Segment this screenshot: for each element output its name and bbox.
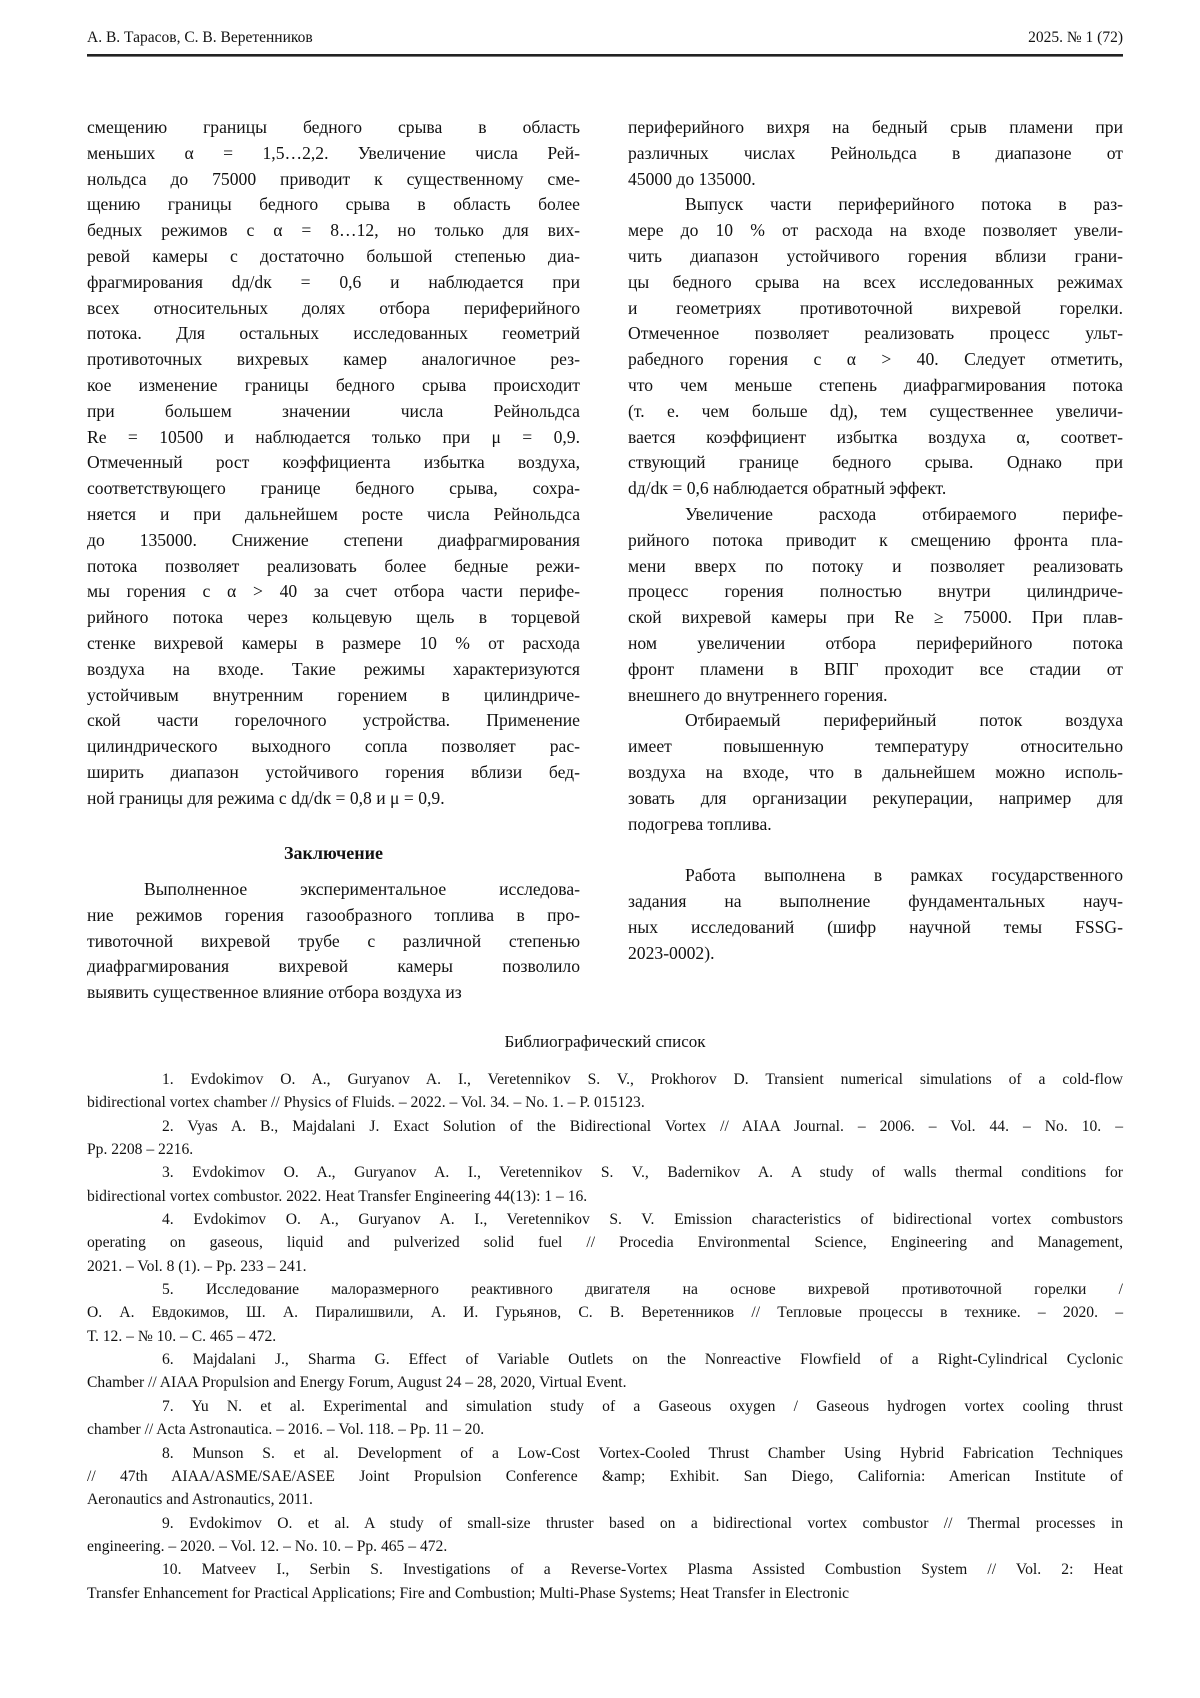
text-line: противоточных вихревых камер аналогичное рез- [87,347,580,373]
text-line: няется и при дальнейшем росте числа Рейнольдса [87,502,580,528]
reference-line: Т. 12. – № 10. – С. 465 – 472. [87,1325,1123,1348]
text-line: цилиндрического выходного сопла позволяет рас- [87,734,580,760]
reference-line: 3. Evdokimov O. A., Guryanov A. I., Veretennikov S. V., Badernikov A. A study of walls thermal conditions for [87,1161,1123,1184]
text-line: различных числах Рейнольдса в диапазоне от [628,141,1123,167]
text-line: мере до 10 % от расхода на входе позволяет увели- [628,218,1123,244]
reference-line: 9. Evdokimov O. et al. A study of small-size thruster based on a bidirectional vortex combustor // Thermal processes in [87,1512,1123,1535]
text-line: ных исследований (шифр научной темы FSSG- [628,915,1123,941]
text-line: имеет повышенную температуру относительно [628,734,1123,760]
text-line: Выполненное экспериментальное исследова- [87,877,580,903]
reference-line: 10. Matveev I., Serbin S. Investigations of a Reverse-Vortex Plasma Assisted Combustion System // Vol. 2: Heat [87,1558,1123,1581]
text-line: 2023-0002). [628,941,1123,967]
reference-line: 2021. – Vol. 8 (1). – Pp. 233 – 241. [87,1255,1123,1278]
reference-line: operating on gaseous, liquid and pulverized solid fuel // Procedia Environmental Science, Engineering and Management, [87,1231,1123,1254]
right-column [628,115,1123,966]
text-line: Отмеченный рост коэффициента избытка воздуха, [87,450,580,476]
text-line: ской части горелочного устройства. Применение [87,708,580,734]
reference-line: Pp. 2208 – 2216. [87,1138,1123,1161]
text-line: рабедного горения с α > 40. Следует отметить, [628,347,1123,373]
text-line: внешнего до внутреннего горения. [628,683,1123,709]
text-line: диафрагмирования вихревой камеры позволило [87,954,580,980]
text-line: ном увеличении отбора периферийного потока [628,631,1123,657]
text-line: задания на выполнение фундаментальных науч- [628,889,1123,915]
reference-line: engineering. – 2020. – Vol. 12. – No. 10. – Pp. 465 – 472. [87,1535,1123,1558]
reference-line: 7. Yu N. et al. Experimental and simulation study of a Gaseous oxygen / Gaseous hydrogen vortex cooling thrust [87,1395,1123,1418]
text-line: меньших α = 1,5…2,2. Увеличение числа Рей- [87,141,580,167]
text-line: периферийного вихря на бедный срыв пламени при [628,115,1123,141]
header-rule [87,54,1123,57]
left-column [87,115,580,812]
reference-line: chamber // Acta Astronautica. – 2016. – Vol. 118. – Pp. 11 – 20. [87,1418,1123,1441]
text-line: потока. Для остальных исследованных геометрий [87,321,580,347]
reference-line: Aeronautics and Astronautics, 2011. [87,1488,1123,1511]
reference-line: 8. Munson S. et al. Development of a Low-Cost Vortex-Cooled Thrust Chamber Using Hybrid Fabrication Techniques [87,1442,1123,1465]
text-line: Отбираемый периферийный поток воздуха [628,708,1123,734]
text-line: воздуха на входе. Такие режимы характеризуются [87,657,580,683]
text-line: зовать для организации рекуперации, например для [628,786,1123,812]
reference-list [87,1068,1123,1605]
reference-line: 1. Evdokimov O. A., Guryanov A. I., Veretennikov S. V., Prokhorov D. Transient numerical simulations of a cold-flow [87,1068,1123,1091]
reference-line: Chamber // AIAA Propulsion and Energy Forum, August 24 – 28, 2020, Virtual Event. [87,1371,1123,1394]
text-line: фрагмирования dд/dк = 0,6 и наблюдается при [87,270,580,296]
text-line: выявить существенное влияние отбора воздуха из [87,980,580,1006]
text-line: ние режимов горения газообразного топлива в про- [87,903,580,929]
text-line: стенке вихревой камеры в размере 10 % от расхода [87,631,580,657]
text-line: вается коэффициент избытка воздуха α, соответ- [628,425,1123,451]
reference-line: 6. Majdalani J., Sharma G. Effect of Variable Outlets on the Nonreactive Flowfield of a Right-Cylindrical Cyclonic [87,1348,1123,1371]
reference-line: bidirectional vortex combustor. 2022. Heat Transfer Engineering 44(13): 1 – 16. [87,1185,1123,1208]
text-line: процесс горения полностью внутри цилиндриче- [628,579,1123,605]
text-line: соответствующего границе бедного срыва, сохра- [87,476,580,502]
text-line: мени вверх по потоку и позволяет реализовать [628,554,1123,580]
text-line: нольдса до 75000 приводит к существенному сме- [87,167,580,193]
text-line: бедных режимов с α = 8…12, но только для вих- [87,218,580,244]
text-line: Выпуск части периферийного потока в раз- [628,192,1123,218]
text-line: подогрева топлива. [628,812,1123,838]
running-header-authors: А. В. Тарасов, С. В. Веретенников [87,29,313,47]
text-line: и геометриях противоточной вихревой горелки. [628,296,1123,322]
text-line: мы горения с α > 40 за счет отбора части перифе- [87,579,580,605]
paragraph-spacer [628,837,1123,863]
bibliography-title: Библиографический список [87,1032,1123,1052]
text-line: устойчивым внутренним горением в цилиндриче- [87,683,580,709]
conclusion-text [87,877,580,1006]
reference-line: Transfer Enhancement for Practical Applications; Fire and Combustion; Multi-Phase Systems; Heat Transfer in Electronic [87,1582,1123,1605]
text-line: Увеличение расхода отбираемого перифе- [628,502,1123,528]
text-line: до 135000. Снижение степени диафрагмирования [87,528,580,554]
text-line: (т. е. чем больше dд), тем существеннее увеличи- [628,399,1123,425]
reference-line: 4. Evdokimov O. A., Guryanov A. I., Veretennikov S. V. Emission characteristics of bidirectional vortex combustors [87,1208,1123,1231]
text-line: всех относительных долях отбора периферийного [87,296,580,322]
text-line: щению границы бедного срыва в область более [87,192,580,218]
text-line: ревой камеры с достаточно большой степенью диа- [87,244,580,270]
text-line: ной границы для режима с dд/dк = 0,8 и μ = 0,9. [87,786,580,812]
text-line: фронт пламени в ВПГ проходит все стадии от [628,657,1123,683]
reference-line: // 47th AIAA/ASME/SAE/ASEE Joint Propulsion Conference &amp; Exhibit. San Diego, California: American Institute of [87,1465,1123,1488]
running-header-issue: 2025. № 1 (72) [1028,29,1123,47]
text-line: кое изменение границы бедного срыва происходит [87,373,580,399]
text-line: ширить диапазон устойчивого горения вблизи бед- [87,760,580,786]
text-line: тивоточной вихревой трубе с различной степенью [87,929,580,955]
text-line: Re = 10500 и наблюдается только при μ = 0,9. [87,425,580,451]
text-line: Отмеченное позволяет реализовать процесс ульт- [628,321,1123,347]
text-line: рийного потока через кольцевую щель в торцевой [87,605,580,631]
reference-line: 5. Исследование малоразмерного реактивного двигателя на основе вихревой противоточной горелки / [87,1278,1123,1301]
text-line: воздуха на входе, что в дальнейшем можно исполь- [628,760,1123,786]
text-line: потока позволяет реализовать более бедные режи- [87,554,580,580]
text-line: чить диапазон устойчивого горения вблизи грани- [628,244,1123,270]
text-line: смещению границы бедного срыва в область [87,115,580,141]
reference-line: О. А. Евдокимов, Ш. А. Пиралишвили, А. И. Гурьянов, С. В. Веретенников // Тепловые процессы в технике. – 2020. – [87,1301,1123,1324]
text-line: dд/dк = 0,6 наблюдается обратный эффект. [628,476,1123,502]
reference-line: bidirectional vortex chamber // Physics of Fluids. – 2022. – Vol. 34. – No. 1. – P. 015123. [87,1091,1123,1114]
text-line: 45000 до 135000. [628,167,1123,193]
text-line: рийного потока приводит к смещению фронта пла- [628,528,1123,554]
conclusion-heading: Заключение [87,843,580,864]
reference-line: 2. Vyas A. B., Majdalani J. Exact Solution of the Bidirectional Vortex // AIAA Journal. – 2006. – Vol. 44. – No. 10. – [87,1115,1123,1138]
text-line: при большем значении числа Рейнольдса [87,399,580,425]
text-line: ствующий границе бедного срыва. Однако при [628,450,1123,476]
text-line: ской вихревой камеры при Re ≥ 75000. При плав- [628,605,1123,631]
text-line: цы бедного срыва на всех исследованных режимах [628,270,1123,296]
text-line: что чем меньше степень диафрагмирования потока [628,373,1123,399]
text-line: Работа выполнена в рамках государственного [628,863,1123,889]
